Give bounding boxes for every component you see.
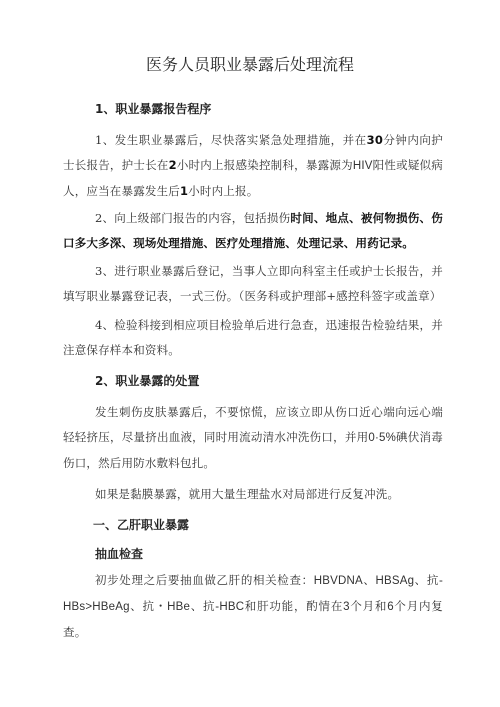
section-heading-handling: 2、职业暴露的处置 <box>95 374 200 388</box>
paragraph-report-item-2 <box>63 206 443 256</box>
paragraph-report-item-4: 4、检验科接到相应项目检验单后进行急查，迅速报告检验结果，并注意保存样本和资料。 <box>63 318 443 357</box>
iodine-concentration: 0·5% <box>368 432 397 444</box>
hiv-term: HIV <box>352 160 373 172</box>
paragraph-skin-exposure <box>63 400 443 476</box>
subheading-blood-test: 抽血检查 <box>95 547 144 561</box>
section-heading-report: 1、职业暴露报告程序 <box>95 102 212 116</box>
text-segment: 小时内上报感染控制科，暴露源为 <box>176 158 353 172</box>
bold-report-contents: 时间、地点、被何物损伤、伤口多大多深、现场处理措施、医疗处理措施、处理记录、用药记录。 <box>63 211 443 250</box>
section-heading-hepatitis-b: 一、乙肝职业暴露 <box>93 518 190 532</box>
text-segment: 分钟内向护士长报告，护士长在 <box>63 133 444 172</box>
paragraph-report-item-1 <box>63 128 443 204</box>
bold-number: 30 <box>366 133 384 147</box>
paragraph-blood-test <box>63 568 443 645</box>
bold-number: 1 <box>180 184 189 198</box>
month-number: 3 <box>343 601 350 613</box>
text-segment: 和肝功能，酌情在 <box>244 599 344 613</box>
text-segment: 阳性或疑似病人，应当在暴露发生后 <box>63 158 443 198</box>
text-segment: 初步处理之后要抽血做乙肝的相关检查： <box>95 573 314 587</box>
text-segment: 碘伏消毒伤口，然后用防水敷料包扎。 <box>63 430 443 470</box>
text-segment: 发生刺伤皮肤暴露后，不要惊慌，应该立即从伤口近心端向远心端轻轻挤压，尽量挤出血液，同时用流动清水冲洗伤口，并用 <box>63 405 443 444</box>
test-items: HBVDNA、HBSAg、抗-HBs>HBeAg、抗・HBe、抗-HBC <box>63 575 443 613</box>
text-segment: 2、向上级部门报告的内容，包括损伤 <box>95 211 291 225</box>
text-segment: 1、发生职业暴露后，尽快落实紧急处理措施，并在 <box>95 133 367 147</box>
paragraph-mucosa-exposure: 如果是黏膜暴露，就用大量生理盐水对局部进行反复冲洗。 <box>95 487 400 501</box>
text-segment: 个月和 <box>349 599 388 613</box>
text-segment: 个月内复查。 <box>63 599 443 639</box>
bold-number: 2 <box>168 158 177 172</box>
month-number: 6 <box>387 601 394 613</box>
page-title: 医务人员职业暴露后处理流程 <box>145 55 354 74</box>
text-segment: 小时内上报。 <box>188 184 259 198</box>
paragraph-report-item-3: 3、进行职业暴露后登记，当事人立即向科室主任或护士长报告，并填写职业暴露登记表，一式三份。（医务科或护理部+感控科签字或盖章） <box>63 264 443 303</box>
